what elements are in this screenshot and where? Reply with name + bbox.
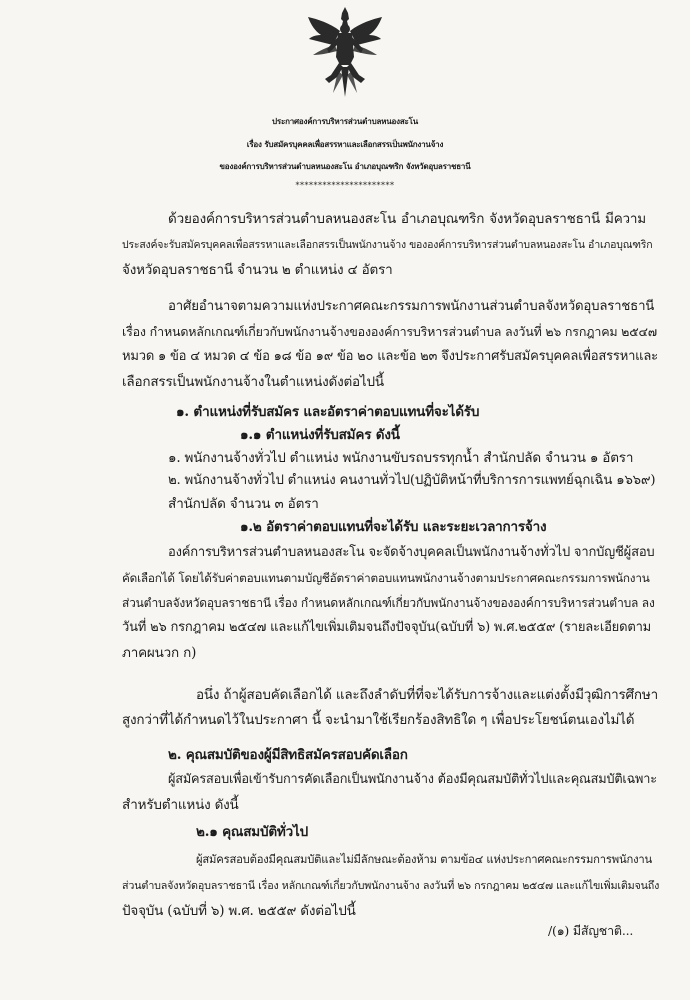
intro-line-2: ประสงค์จะรับสมัครบุคคลเพื่อสรรหาและเลือกสรรเป็นพนักงานจ้าง ขององค์การบริหารส่วนตำบลหนองสะโน อำเภอบุณฑริก <box>122 239 653 251</box>
authority-line-3: หมวด ๑ ข้อ ๔ หมวด ๔ ข้อ ๑๘ ข้อ ๑๙ ข้อ ๒๐ และข้อ ๒๓ จึงประกาศรับสมัครบุคคลเพื่อสรรหาและ <box>122 349 658 364</box>
position-item-2-cont: สำนักปลัด จำนวน ๓ อัตรา <box>168 496 319 512</box>
qualification-line-1: ผู้สมัครสอบเพื่อเข้ารับการคัดเลือกเป็นพนักงานจ้าง ต้องมีคุณสมบัติทั่วไปและคุณสมบัติเฉพาะ <box>168 772 657 787</box>
section-2-1-heading: ๒.๑ คุณสมบัติทั่วไป <box>196 824 308 840</box>
separator-stars: ********************** <box>295 181 395 190</box>
announcement-org: ขององค์การบริหารส่วนตำบลหนองสะโน อำเภอบุณฑริก จังหวัดอุบลราชธานี <box>219 161 471 171</box>
general-qualification-line-3: ปัจจุบัน (ฉบับที่ ๖) พ.ศ. ๒๕๕๙ ดังต่อไปนี้ <box>122 903 356 919</box>
note-line-2: สูงกว่าที่ได้กำหนดไว้ในประกาศา นี้ จะนำมาใช้เรียกร้องสิทธิใด ๆ เพื่อประโยชน์ตนเองไม่ได้ <box>122 712 635 728</box>
section-1-2-heading: ๑.๒ อัตราค่าตอบแทนที่จะได้รับ และระยะเวลาการจ้าง <box>240 519 547 535</box>
intro-line-1: ด้วยองค์การบริหารส่วนตำบลหนองสะโน อำเภอบุณฑริก จังหวัดอุบลราชธานี มีความ <box>168 211 646 227</box>
intro-line-3: จังหวัดอุบลราชธานี จำนวน ๒ ตำแหน่ง ๔ อัตรา <box>122 262 393 278</box>
section-2-heading: ๒. คุณสมบัติของผู้มีสิทธิสมัครสอบคัดเลือก <box>168 747 408 763</box>
general-qualification-line-2: ส่วนตำบลจังหวัดอุบลราชธานี เรื่อง หลักเกณฑ์เกี่ยวกับพนักงานจ้าง ลงวันที่ ๒๖ กรกฎาคม ๒๕๔๗ และแก้ไขเพิ่มเติมจนถึง <box>122 879 660 892</box>
compensation-line-1: องค์การบริหารส่วนตำบลหนองสะโน จะจัดจ้างบุคคลเป็นพนักงานจ้างทั่วไป จากบัญชีผู้สอบ <box>168 545 655 560</box>
authority-line-1: อาศัยอำนาจตามความแห่งประกาศคณะกรรมการพนักงานส่วนตำบลจังหวัดอุบลราชธานี <box>168 299 655 314</box>
position-item-2: ๒. พนักงานจ้างทั่วไป ตำแหน่ง คนงานทั่วไป(ปฏิบัติหน้าที่บริการการแพทย์ฉุกเฉิน ๑๖๖๙) <box>168 473 656 488</box>
authority-line-4: เลือกสรรเป็นพนักงานจ้างในตำแหน่งดังต่อไปนี้ <box>122 374 384 390</box>
compensation-line-5: ภาคผนวก ก) <box>122 645 197 661</box>
compensation-line-2: คัดเลือกได้ โดยได้รับค่าตอบแทนตามบัญชีอัตราค่าตอบแทนพนักงานจ้างตามประกาศคณะกรรมการพนักงาน <box>122 571 650 585</box>
compensation-line-4: วันที่ ๒๖ กรกฎาคม ๒๕๔๗ และแก้ไขเพิ่มเติมจนถึงปัจจุบัน(ฉบับที่ ๖) พ.ศ.๒๕๕๙ (รายละเอียดตาม <box>122 620 652 635</box>
section-1-1-heading: ๑.๑ ตำแหน่งที่รับสมัคร ดังนี้ <box>240 427 400 443</box>
authority-line-2: เรื่อง กำหนดหลักเกณฑ์เกี่ยวกับพนักงานจ้างขององค์การบริหารส่วนตำบล ลงวันที่ ๒๖ กรกฎาคม ๒๕๔๗ <box>122 324 657 339</box>
garuda-emblem-icon <box>305 5 385 100</box>
continued-marker: /(๑) มีสัญชาติ... <box>548 923 634 938</box>
general-qualification-line-1: ผู้สมัครสอบต้องมีคุณสมบัติและไม่มีลักษณะต้องห้าม ตามข้อ๔ แห่งประกาศคณะกรรมการพนักงาน <box>196 853 652 866</box>
announcement-title: ประกาศองค์การบริหารส่วนตำบลหนองสะโน <box>272 116 418 126</box>
position-item-1: ๑. พนักงานจ้างทั่วไป ตำแหน่ง พนักงานขับรถบรรทุกน้ำ สำนักปลัด จำนวน ๑ อัตรา <box>168 450 634 466</box>
note-line-1: อนึ่ง ถ้าผู้สอบคัดเลือกได้ และถึงลำดับที่ที่จะได้รับการจ้างและแต่งตั้งมีวุฒิการศึกษา <box>196 687 658 703</box>
qualification-line-2: สำหรับตำแหน่ง ดังนี้ <box>122 797 239 813</box>
announcement-subject: เรื่อง รับสมัครบุคคลเพื่อสรรหาและเลือกสรรเป็นพนักงานจ้าง <box>246 139 444 149</box>
compensation-line-3: ส่วนตำบลจังหวัดอุบลราชธานี เรื่อง กำหนดหลักเกณฑ์เกี่ยวกับพนักงานจ้างขององค์การบริหารส่วนตำบล ลง <box>122 596 655 610</box>
section-1-heading: ๑. ตำแหน่งที่รับสมัคร และอัตราค่าตอบแทนที่จะได้รับ <box>176 404 480 420</box>
